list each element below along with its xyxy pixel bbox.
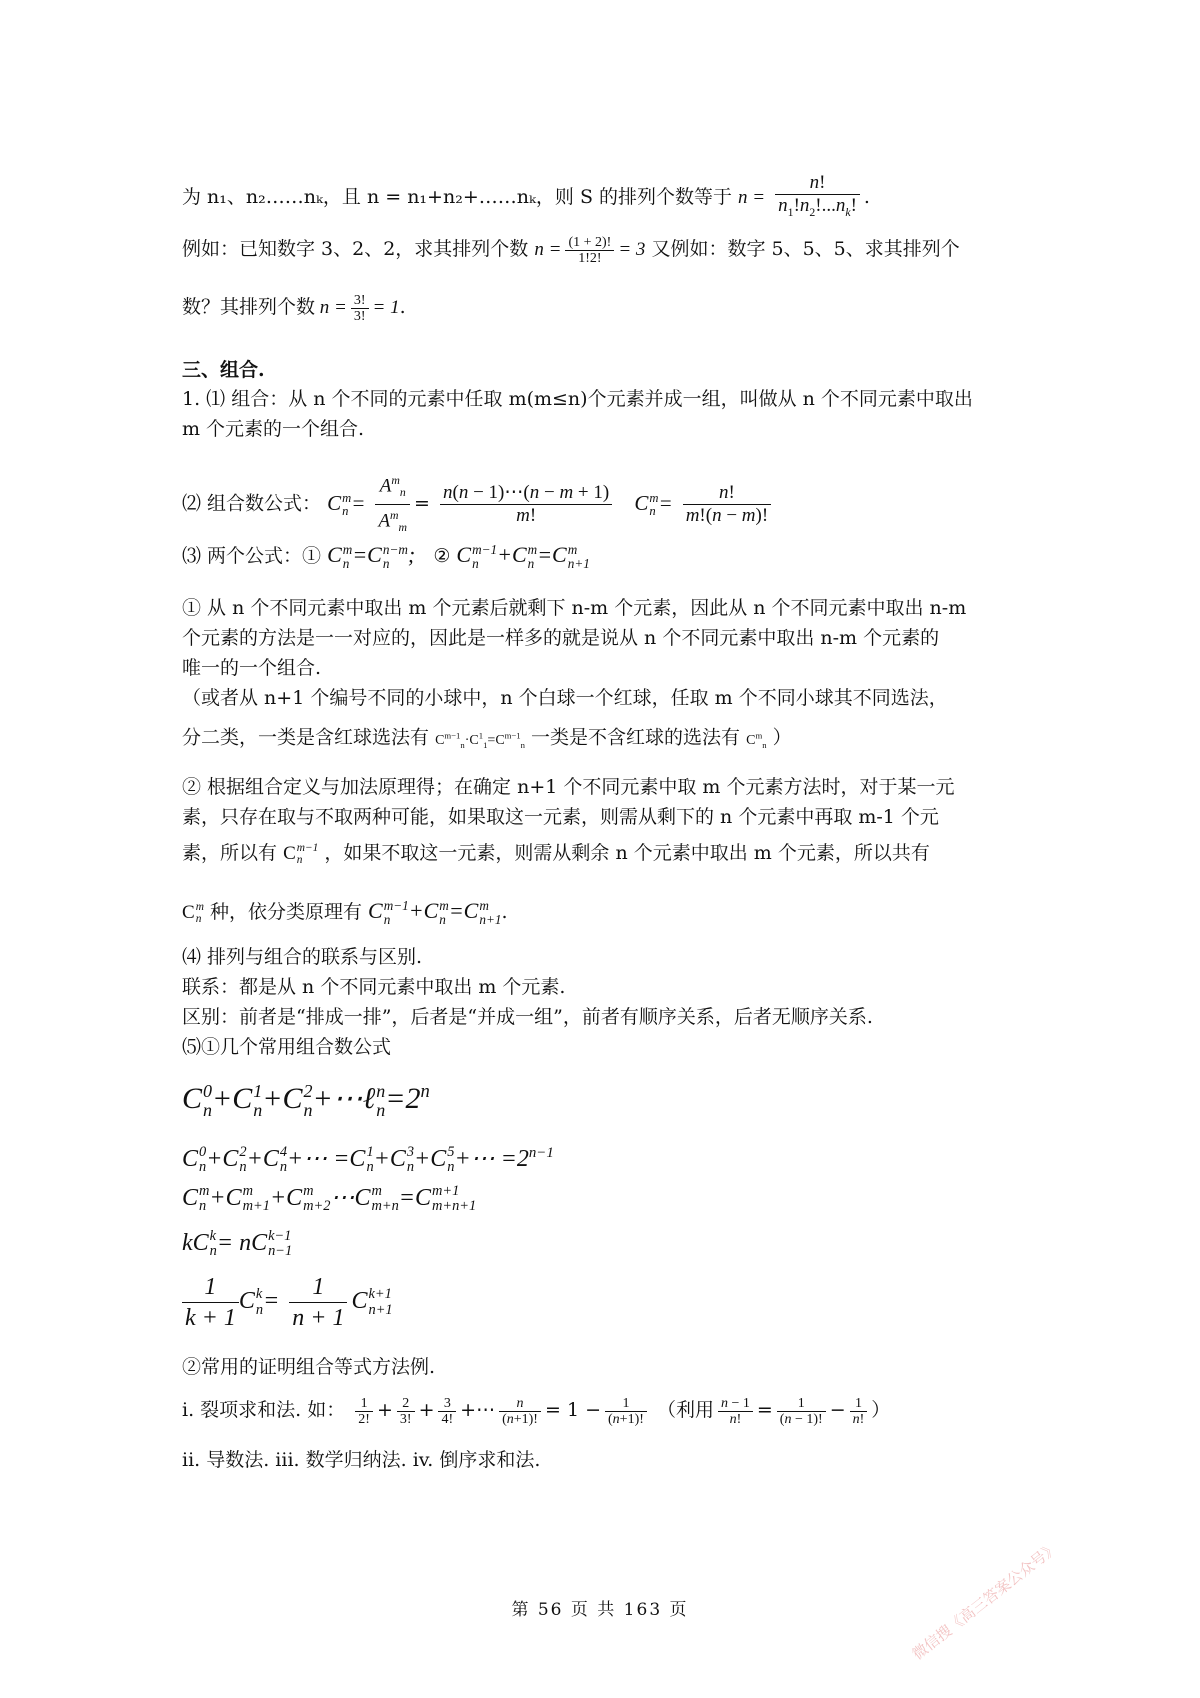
- text: 分二类，一类是含红球选法有: [182, 726, 430, 749]
- fraction: $\frac{n(n - 1)\cdots(n - m + 1)}{m!}$: [440, 482, 612, 527]
- text: ）: [871, 1399, 891, 1421]
- text: 一类是不含红球的选法有: [531, 726, 741, 749]
- text: ）: [772, 726, 792, 749]
- method-line: i. 裂项求和法. 如： $\frac{1}{2!}$ + $\frac{2}{3!}$ + $\frac{3}{4!}$ +⋯ $\frac{n}{(n+1)!}$ = 1 − $\frac{1}{(n+1)!}$ （利用 $\frac{n - 1}{n!}$ = $\frac{1}{(n - 1)!}$ − $\frac{1}{n!}$ ）: [182, 1395, 891, 1427]
- two-formulas-line: ⑶ 两个公式：① C m n =C n−m n ; ② C m−1 n +C m n =C m n+1: [182, 542, 590, 571]
- formula-fraction-identity: $\frac{1}{k + 1}$ C k n = $\frac{1}{n + 1}$ C k+1 n+1: [182, 1272, 393, 1333]
- text: 种，依分类原理有: [209, 901, 362, 923]
- proof-line: ① 从 n 个不同元素中取出 m 个元素后就剩下 n-m 个元素，因此从 n 个不同元素中取出 n-m: [182, 597, 967, 619]
- example-line-2: 数？其排列个数 n = $\frac{3!}{3!}$ = 1.: [182, 292, 406, 324]
- proof-line: 素，所以有 C m−1 n ，如果不取这一元素，则需从剩余 n 个元素中取出 m 个元素，所以共有: [182, 841, 930, 866]
- text-line: 联系：都是从 n 个不同元素中取出 m 个元素.: [182, 976, 566, 998]
- proof-line: 分二类，一类是含红球选法有 $C^{m-1}_n\cdot C^1_1=C^{m-1}_n$ 一类是不含红球的选法有 $C^m_n$ ）: [182, 726, 792, 750]
- fraction: $\frac{A^m_n}{A^m_m}$: [375, 470, 410, 539]
- formula-absorption: kC k n = nC k−1 n−1: [182, 1228, 293, 1260]
- text: 又例如：数字 5、5、5、求其排列个: [651, 238, 960, 260]
- fraction: $\frac{(1 + 2)!}{1!2!}$: [565, 235, 614, 266]
- formula-sum-2n: C 0 n +C 1 n +C 2 n +⋯ℓ n n $=2^n$: [182, 1081, 430, 1121]
- fraction: $\frac{3!}{3!}$: [351, 293, 369, 324]
- page-footer: 第 56 页 共 163 页: [511, 1600, 689, 1620]
- subsection: ⑷ 排列与组合的联系与区别.: [182, 946, 423, 968]
- text: 数？其排列个数: [182, 296, 316, 318]
- proof-line: ② 根据组合定义与加法原理得；在确定 n+1 个不同元素中取 m 个元素方法时，对于某一元: [182, 776, 955, 798]
- subsection: ⑸①几个常用组合数公式: [182, 1036, 392, 1058]
- definition-line-2: m 个元素的一个组合.: [182, 418, 365, 440]
- formula-hockey-stick: C m n +C m m+1 +C m m+2 ⋯C m m+n =C m+1 m+n+1: [182, 1183, 477, 1215]
- text-line: 区别：前者是“排成一排”，后者是“并成一组”，前者有顺序关系，后者无顺序关系.: [182, 1006, 873, 1028]
- proof-line: 素，只存在取与不取两种可能，如果取这一元素，则需从剩下的 n 个元素中再取 m-1 个元: [182, 806, 939, 828]
- text: 素，所以有: [182, 842, 278, 864]
- section-heading: 三、组合.: [182, 359, 265, 381]
- proof-line: C m n 种，依分类原理有 C m−1 n +C m n =C m n+1 .: [182, 898, 508, 927]
- multiset-permutation-line: 为 n₁、n₂……nₖ，且 n = n₁+n₂+……nₖ，则 S 的排列个数等于 n = $\frac{n!}{n_1!n_2!...n_k!}$ .: [182, 172, 870, 224]
- definition-line: 1. ⑴ 组合：从 n 个不同的元素中任取 m(m≤n)个元素并成一组，叫做从 n 个不同元素中取出: [182, 388, 973, 410]
- text: ②: [433, 545, 451, 567]
- text: i. 裂项求和法. 如：: [182, 1399, 346, 1421]
- combination-formula-line: ⑵ 组合数公式： C m n = $\frac{A^m_n}{A^m_m}$ = $\frac{n(n - 1)\cdots(n - m + 1)}{m!}$ C m n = $\frac{n!}{m!(n - m)!}$: [182, 470, 775, 539]
- watermark: 微信搜《高三答案公众号》: [908, 1538, 1062, 1664]
- fraction: $\frac{n!}{m!(n - m)!}$: [683, 482, 772, 527]
- multinomial-fraction: $\frac{n!}{n_1!n_2!...n_k!}$: [775, 172, 860, 224]
- text: 为 n₁、n₂……nₖ，且 n = n₁+n₂+……nₖ，则 S 的排列个数等于: [182, 185, 732, 208]
- text: ⑵ 组合数公式：: [182, 492, 322, 515]
- text: （利用: [656, 1399, 714, 1421]
- text: 例如：已知数字 3、2、2，求其排列个数: [182, 238, 529, 260]
- text: ，如果不取这一元素，则需从剩余 n 个元素中取出 m 个元素，所以共有: [324, 842, 930, 864]
- proof-line: 个元素的方法是一一对应的，因此是一样多的就是说从 n 个不同元素中取出 n-m 个元素的: [182, 627, 940, 649]
- text: ⑶ 两个公式：①: [182, 545, 322, 567]
- formula-even-odd: C 0 n +C 2 n +C 4 n +⋯ =C 1 n +C 3 n +C 5 n +⋯ $=2^{n-1}$: [182, 1144, 554, 1176]
- subsection: ②常用的证明组合等式方法例.: [182, 1356, 436, 1378]
- proof-line: （或者从 n+1 个编号不同的小球中，n 个白球一个红球，任取 m 个不同小球其不同选法，: [182, 687, 948, 709]
- formula: n =: [738, 186, 766, 208]
- proof-line: 唯一的一个组合.: [182, 657, 322, 679]
- formula: n =: [534, 239, 562, 260]
- method-line-2: ii. 导数法. iii. 数学归纳法. iv. 倒序求和法.: [182, 1449, 541, 1471]
- example-line: 例如：已知数字 3、2、2，求其排列个数 n = $\frac{(1 + 2)!}{1!2!}$ = 3 又例如：数字 5、5、5、求其排列个: [182, 234, 960, 266]
